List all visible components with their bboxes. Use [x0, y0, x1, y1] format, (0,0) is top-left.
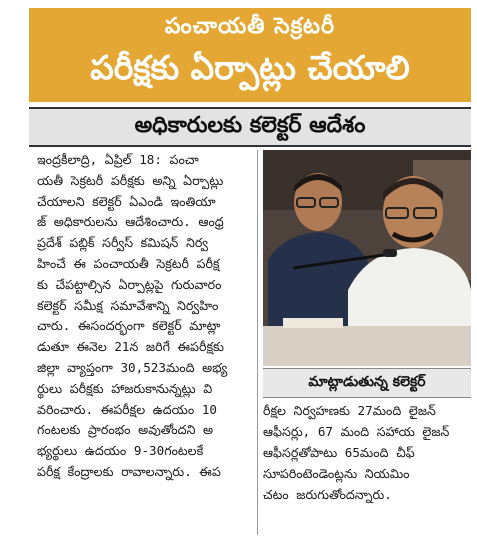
body-line: భ్యర్థులు ఉదయం 9-30గంటలకే	[37, 443, 204, 459]
headline-banner	[29, 8, 471, 105]
body-line: ప్రదేశ్ పబ్లిక్ సర్వీస్ కమిషన్ నిర్వ	[37, 235, 209, 251]
kicker-text: పంచాయతీ సెక్రటరీ	[164, 14, 336, 39]
body-line: ఇంద్రకీలాద్రి, ఏప్రిల్ 18: పంచా	[37, 152, 199, 167]
body-line: రీక్షల నిర్వహణకు 27మంది లైజన్	[263, 403, 436, 418]
body-line: కు చేపట్టాల్సిన ఏర్పాట్లపై గురువారం	[37, 276, 222, 292]
photo-caption-bar	[263, 368, 471, 398]
body-line: పరీక్ష కేంద్రాలకు రావాలన్నారు. ఈప	[37, 463, 221, 479]
body-line: చటం జరుగుతోందన్నారు.	[263, 487, 392, 502]
article-continuation-column	[263, 400, 473, 505]
column-divider	[257, 150, 258, 535]
body-line: సూపరింటెండెంట్లను నియమిం	[263, 466, 410, 481]
subhead-banner	[29, 107, 471, 147]
body-line: చారు. ఈసందర్భంగా కలెక్టర్ మాట్లా	[37, 318, 221, 334]
body-line: కలెక్టర్ సమీక్ష సమావేశాన్ని నిర్వహిం	[37, 297, 219, 313]
article-body-column	[37, 150, 252, 483]
body-line: గంటలకు ప్రారంభం అవుతోందని అ	[37, 422, 214, 438]
body-line: చేయాలని కలెక్టర్ ఏఎండి ఇంతియా	[37, 193, 216, 209]
news-photo	[263, 150, 471, 366]
photo-caption: మాట్లాడుతున్న కలెక్టర్	[308, 374, 426, 390]
subhead-text: అధికారులకు కలెక్టర్ ఆదేశం	[134, 113, 366, 138]
body-line: డుతూ ఈనెల 21న జరిగే ఈపరీక్షకు	[37, 339, 224, 355]
body-line: హించే ఈ పంచాయతీ సెక్రటరీ పరీక్ష	[37, 255, 220, 271]
headline-text: పరీక్షకు ఏర్పాట్లు చేయాలి	[90, 48, 410, 87]
body-line: జిల్లా వ్యాప్తంగా 30,523మంది అభ్య	[37, 359, 228, 375]
body-line: ర్థులు పరీక్షకు హాజరుకానున్నట్లు వి	[37, 380, 213, 396]
body-line: యతీ సెక్రటరీ పరీక్షకు అన్ని ఏర్పాట్లు	[37, 172, 224, 188]
body-line: జ్ అధికారులను ఆదేశించారు. ఆంధ్ర	[37, 214, 224, 230]
photo-illustration	[263, 150, 471, 366]
body-line: ఆఫీసర్లతోపాటు 65మంది చీఫ్	[263, 445, 415, 460]
body-line: ఆఫీసర్లు, 67 మంది సహాయ లైజన్	[263, 424, 450, 439]
body-line: వరించారు. ఈపరీక్షల ఉదయం 10	[37, 401, 217, 417]
